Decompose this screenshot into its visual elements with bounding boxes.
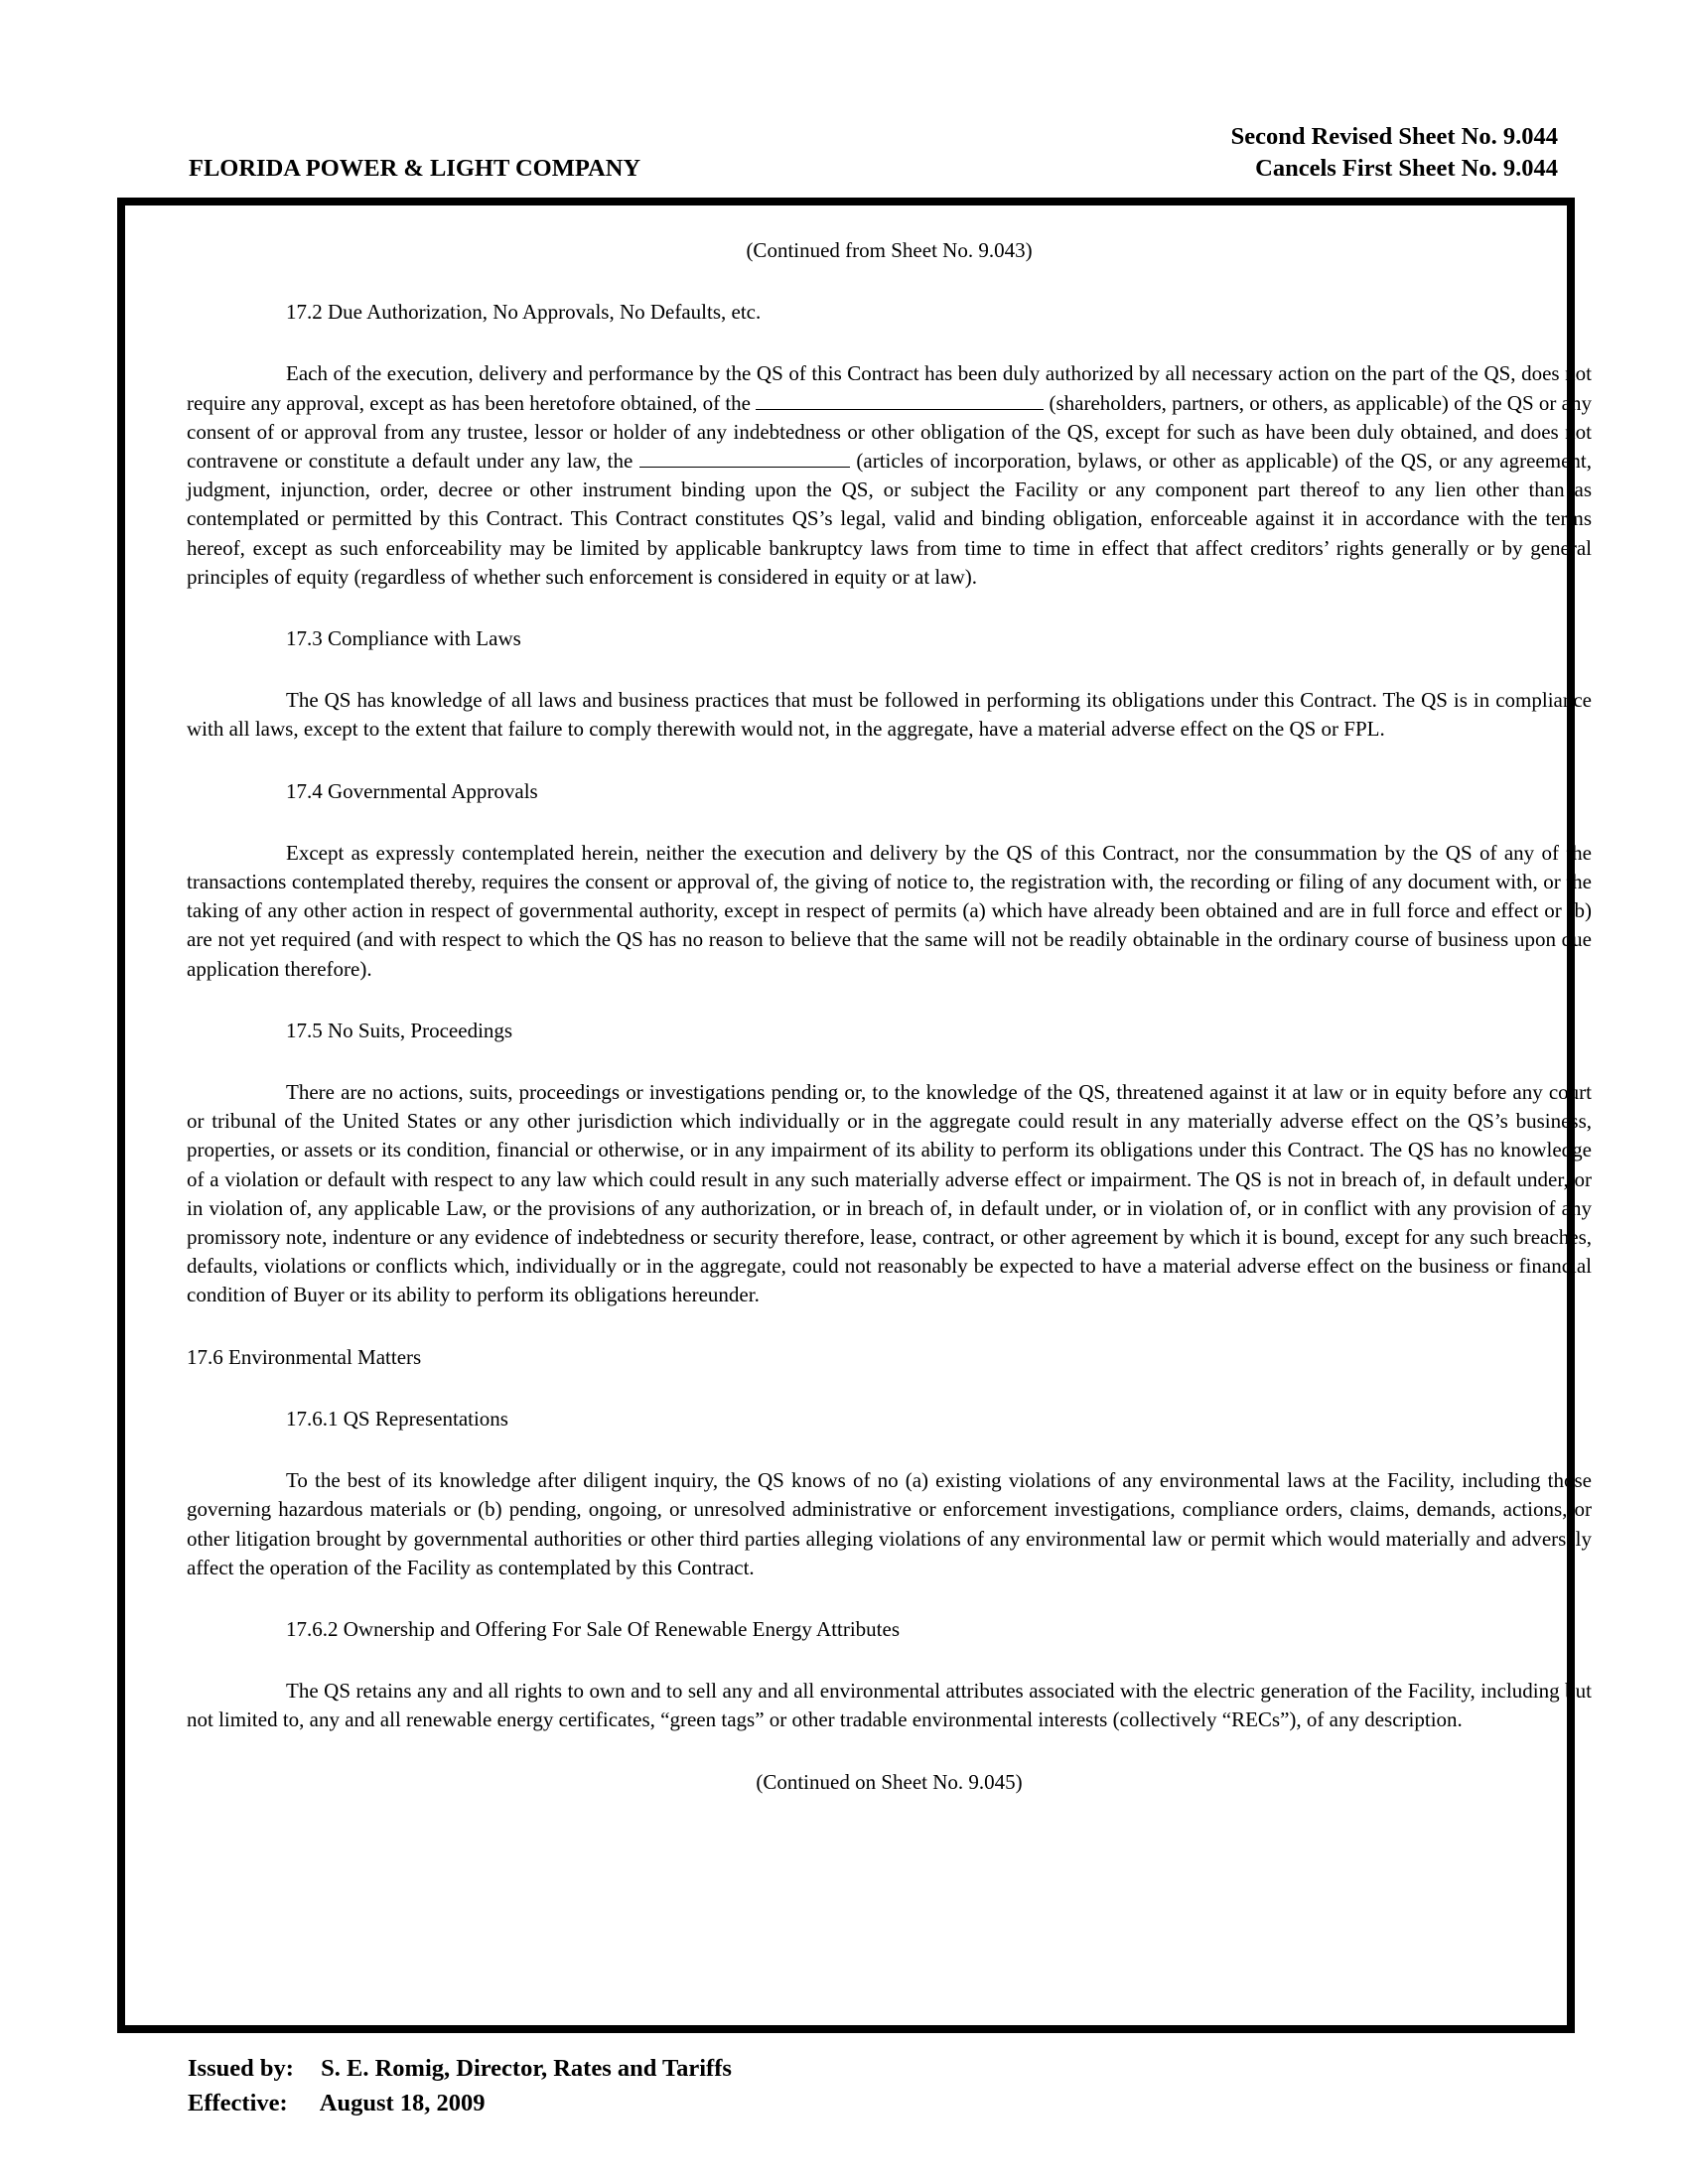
issued-by-line: [188, 2051, 732, 2086]
continued-from-note: (Continued from Sheet No. 9.043): [746, 238, 1033, 262]
section-text-17-5: There are no actions, suits, proceedings or investigations pending or, to the knowledge of the QS, threatened against it at law or in equity before any court or tribunal of the United States or any other jurisdiction which individually or in the aggregate could result in any materially adverse effect on the QS’s business, properties, or assets or its condition, financial or otherwise, or in any impairment of its ability to perform its obligations under this Contract. The QS has no knowledge of a violation or default with respect to any law which could result in any such materially adverse effect or impairment. The QS is not in breach of, in default under, or in violation of, any applicable Law, or the provisions of any authorization, or in breach of, in default under, or in violation of, or in conflict with any provision of any promissory note, indenture or any evidence of indebtedness or security therefore, lease, contract, or other agreement by which it is bound, except for any such breaches, defaults, violations or conflicts which, individually or in the aggregate, could not reasonably be expected to have a material adverse effect on the business or financial condition of Buyer or its ability to perform its obligations hereunder.: [187, 1080, 1592, 1307]
section-text-17-3: The QS has knowledge of all laws and business practices that must be followed in performing its obligations under this Contract. The QS is in compliance with all laws, except to the extent that failure to comply therewith would not, in the aggregate, have a material adverse effect on the QS or FPL.: [187, 688, 1592, 742]
section-heading-17-4: 17.4 Governmental Approvals: [286, 778, 538, 803]
sheet-number-block: [1231, 121, 1558, 185]
blank-line-field: [756, 389, 1044, 410]
section-heading-17-2: 17.2 Due Authorization, No Approvals, No Defaults, etc.: [286, 300, 762, 325]
issued-by-label: Issued by:: [188, 2055, 294, 2082]
effective-date-value: August 18, 2009: [319, 2090, 486, 2116]
section-text-17-2-part-c: (articles of incorporation, bylaws, or other as applicable) of the QS, or any agreement, judgment, injunction, order, decree or other instrument binding upon the QS, or subject the Facility or any component part thereof to any lien other than as contemplated or permitted by this Contract. This Contract constitutes QS’s legal, valid and binding obligation, enforceable against it in accordance with the terms hereof, except as such enforceability may be limited by applicable bankruptcy laws from time to time in effect that affect creditors’ rights generally or by general principles of equity (regardless of whether such enforcement is considered in equity or at law).: [187, 449, 1592, 589]
section-text-17-4: Except as expressly contemplated herein, neither the execution and delivery by the QS of this Contract, nor the consummation by the QS of any of the transactions contemplated thereby, requires the consent or approval of, the giving of notice to, the registration with, the recording or filing of any document with, or the taking of any other action in respect of governmental authority, except in respect of permits (a) which have already been obtained and are in full force and effect or (b) are not yet required (and with respect to which the QS has no reason to believe that the same will not be readily obtainable in the ordinary course of business upon due application therefore).: [187, 840, 1592, 981]
section-text-17-2: [187, 359, 1592, 592]
sheet-number: Second Revised Sheet No. 9.044: [1230, 123, 1558, 150]
document-body: [187, 236, 1592, 1797]
section-heading-17-6: 17.6 Environmental Matters: [187, 1344, 422, 1369]
section-heading-17-6-1: 17.6.1 QS Representations: [286, 1406, 508, 1431]
section-text-17-6-2: The QS retains any and all rights to own and to sell any and all environmental attributes associated with the electric generation of the Facility, including but not limited to, any and all renewable energy certificates, “green tags” or other tradable environmental interests (collectively “RECs”), of any description.: [187, 1679, 1592, 1732]
issuance-footer: [188, 2051, 732, 2120]
effective-label: Effective:: [188, 2090, 288, 2116]
section-text-17-6-1: To the best of its knowledge after diligent inquiry, the QS knows of no (a) existing violations of any environmental laws at the Facility, including those governing hazardous materials or (b) pending, ongoing, or unresolved administrative or enforcement investigations, compliance orders, claims, demands, actions, or other litigation brought by governmental authorities or other third parties alleging violations of any environmental law or permit which would materially and adversely affect the operation of the Facility as contemplated by this Contract.: [187, 1468, 1592, 1579]
section-heading-17-3: 17.3 Compliance with Laws: [286, 626, 521, 651]
issued-by-value: S. E. Romig, Director, Rates and Tariffs: [321, 2055, 732, 2082]
blank-line-field: [639, 447, 850, 468]
section-heading-17-5: 17.5 No Suits, Proceedings: [286, 1018, 513, 1042]
company-name: FLORIDA POWER & LIGHT COMPANY: [189, 155, 641, 182]
effective-date-line: [188, 2086, 732, 2120]
section-heading-17-6-2: 17.6.2 Ownership and Offering For Sale Of Renewable Energy Attributes: [286, 1616, 901, 1641]
section-text-17-2-part-b: (shareholders, partners, or others, as applicable) of the QS or any consent of or approval from any trustee, lessor or holder of any indebtedness or other obligation of the QS, except for such as have been duly obtained, and does not contravene or constitute a default under any law, the: [187, 390, 1592, 474]
continued-on-note: (Continued on Sheet No. 9.045): [756, 1769, 1023, 1794]
section-text-17-2-part-a: Each of the execution, delivery and performance by the QS of this Contract has been duly authorized by all necessary action on the part of the QS, does not require any approval, except as has been heretofore obtained, of the: [187, 361, 1592, 415]
cancels-sheet-number: Cancels First Sheet No. 9.044: [1255, 155, 1558, 182]
